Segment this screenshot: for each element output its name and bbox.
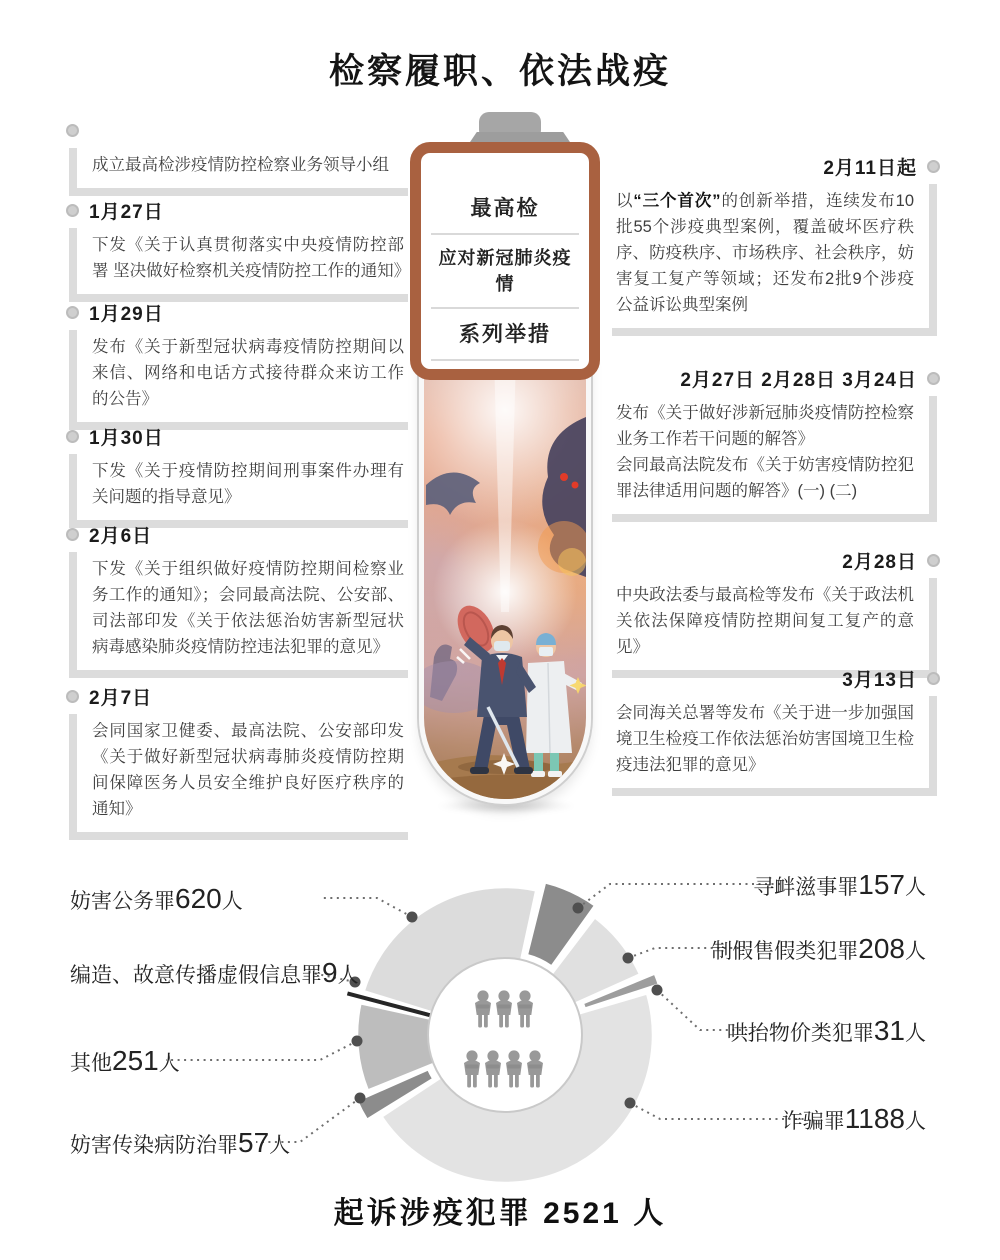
timeline-text: 成立最高检涉疫情防控检察业务领导小组: [92, 156, 389, 174]
timeline-bullet-icon: [927, 672, 940, 685]
page-title: 检察履职、依法战疫: [328, 52, 671, 91]
chart-label-gongwu: 妨害公务罪620人: [70, 883, 243, 914]
timeline-body: [612, 578, 937, 678]
tube-title-line3: 系列举措: [431, 309, 579, 361]
timeline-entry-l6: [66, 684, 408, 840]
tube-illustration-svg: [424, 357, 586, 799]
timeline-head: [66, 118, 408, 142]
timeline-bullet-icon: [66, 204, 79, 217]
timeline-text: 下发《关于疫情防控期间刑事案件办理有关问题的指导意见》: [92, 462, 404, 506]
timeline-date: 2月27日 2月28日 3月24日: [680, 369, 917, 391]
chart-label-zhapian: 诈骗罪1188人: [781, 1103, 926, 1134]
face-mask: [494, 641, 510, 651]
monster-eye: [572, 482, 579, 489]
chart-label-qita: 其他251人: [70, 1045, 180, 1076]
timeline-entry-r4: [612, 666, 940, 796]
timeline-text: 会同最高法院发布《关于妨害疫情防控犯罪法律适用问题的解答》(一) (二): [616, 456, 914, 500]
timeline-head: [66, 522, 408, 546]
dot-qita: [352, 1036, 363, 1047]
chart-label-xunxin: 寻衅滋事罪157人: [753, 869, 926, 900]
timeline-body: [69, 552, 408, 678]
timeline-text: 以“三个首次”的创新举措，连续发布10批55个涉疫典型案例，覆盖破坏医疗秩序、防疫秩序、市场秩序、社会秩序，妨害复工复产等领域；还发布2批9个涉疫公益诉讼典型案例: [616, 192, 915, 314]
donut-center-circle: [428, 958, 582, 1112]
timeline-date: 2月11日起: [823, 157, 917, 179]
leader-xunxin: [578, 884, 783, 908]
timeline-text: 中央政法委与最高检等发布《关于政法机关依法保障疫情防控期间复工复产的意见》: [616, 586, 914, 656]
chart-caption: 起诉涉疫犯罪 2521 人: [333, 1197, 667, 1230]
monster-eye: [560, 473, 568, 481]
timeline-text: 发布《关于新型冠状病毒疫情防控期间以来信、网络和电话方式接待群众来访工作的公告》: [92, 338, 404, 408]
timeline-head: [66, 300, 408, 324]
timeline-date: 2月6日: [89, 525, 153, 547]
timeline-date: 1月30日: [89, 427, 164, 449]
leader-gongwu: [322, 898, 412, 917]
dot-hongtai: [652, 985, 663, 996]
timeline-bullet-icon: [927, 160, 940, 173]
timeline-date: 1月27日: [89, 201, 164, 223]
dot-xunxin: [573, 903, 584, 914]
timeline-bullet-icon: [927, 554, 940, 567]
timeline-text: 会同国家卫健委、最高法院、公安部印发《关于做好新型冠状病毒肺炎疫情防控期间保障医务人员安全维护良好医疗秩序的通知》: [92, 722, 404, 818]
timeline-entry-r1: [612, 154, 940, 336]
timeline-text: 下发《关于组织做好疫情防控期间检察业务工作的通知》；会同最高法院、公安部、司法部印发《关于依法惩治妨害新型冠状病毒感染肺炎疫情防控违法犯罪的意见》: [92, 560, 404, 656]
explosion-glow: [558, 548, 586, 576]
dot-chuanranbing: [355, 1093, 366, 1104]
tube-clipboard: [410, 142, 600, 380]
leader-qita: [166, 1041, 357, 1060]
timeline-bullet-icon: [66, 430, 79, 443]
timeline-entry-l2: [66, 198, 411, 302]
timeline-body: [69, 330, 408, 430]
timeline-body: [69, 454, 408, 528]
timeline-date: 2月28日: [842, 551, 917, 573]
ground-shade: [424, 774, 586, 799]
dot-zhijia: [623, 953, 634, 964]
chart-label-chuanranbing: 妨害传染病防治罪57人: [70, 1127, 291, 1158]
timeline-body: [612, 696, 937, 796]
timeline-body: [612, 184, 937, 336]
timeline-bullet-icon: [66, 124, 79, 137]
timeline-head: [612, 666, 940, 690]
timeline-entry-l4: [66, 424, 408, 528]
highlight-text: “三个首次”: [633, 192, 721, 210]
timeline-entry-l1: [66, 118, 408, 196]
face-mask: [539, 647, 553, 656]
timeline-entry-l3: [66, 300, 408, 430]
timeline-body: [612, 396, 937, 522]
bat-monster-icon: [426, 472, 480, 515]
tube-title-line1: 最高检: [431, 183, 579, 235]
dot-zhapian: [625, 1098, 636, 1109]
timeline-body: [69, 148, 408, 196]
timeline-head: [66, 424, 408, 448]
leader-zhapian: [630, 1103, 806, 1119]
timeline-entry-l5: [66, 522, 408, 678]
timeline-text: 发布《关于做好涉新冠肺炎疫情防控检察业务工作若干问题的解答》: [616, 404, 914, 448]
timeline-head: [612, 366, 940, 390]
timeline-text: 下发《关于认真贯彻落实中央疫情防控部署 坚决做好检察机关疫情防控工作的通知》: [92, 236, 411, 280]
timeline-entry-r3: [612, 548, 940, 678]
chart-label-zhijia: 制假售假类犯罪208人: [711, 933, 926, 964]
timeline-head: [612, 548, 940, 572]
timeline-date: 3月13日: [842, 669, 917, 691]
test-tube-illustration: [419, 352, 591, 804]
chart-label-xujia: 编造、故意传播虚假信息罪9人: [70, 957, 359, 988]
timeline-bullet-icon: [66, 690, 79, 703]
timeline-head: [612, 154, 940, 178]
timeline-body: [69, 228, 411, 302]
tube-clipboard-inner: [421, 153, 589, 361]
timeline-bullet-icon: [66, 528, 79, 541]
timeline-bullet-icon: [927, 372, 940, 385]
tube-title-line2: 应对新冠肺炎疫情: [431, 235, 579, 309]
timeline-entry-r2: [612, 366, 940, 522]
chart-label-hongtai: 哄抬物价类犯罪31人: [726, 1015, 926, 1046]
timeline-date: 2月7日: [89, 687, 153, 709]
timeline-head: [66, 198, 408, 222]
timeline-head: [66, 684, 408, 708]
timeline-bullet-icon: [66, 306, 79, 319]
timeline-text: 会同海关总署等发布《关于进一步加强国境卫生检疫工作依法惩治妨害国境卫生检疫违法犯罪的意见》: [616, 704, 914, 774]
timeline-body: [69, 714, 408, 840]
dot-gongwu: [407, 912, 418, 923]
timeline-date: 1月29日: [89, 303, 164, 325]
